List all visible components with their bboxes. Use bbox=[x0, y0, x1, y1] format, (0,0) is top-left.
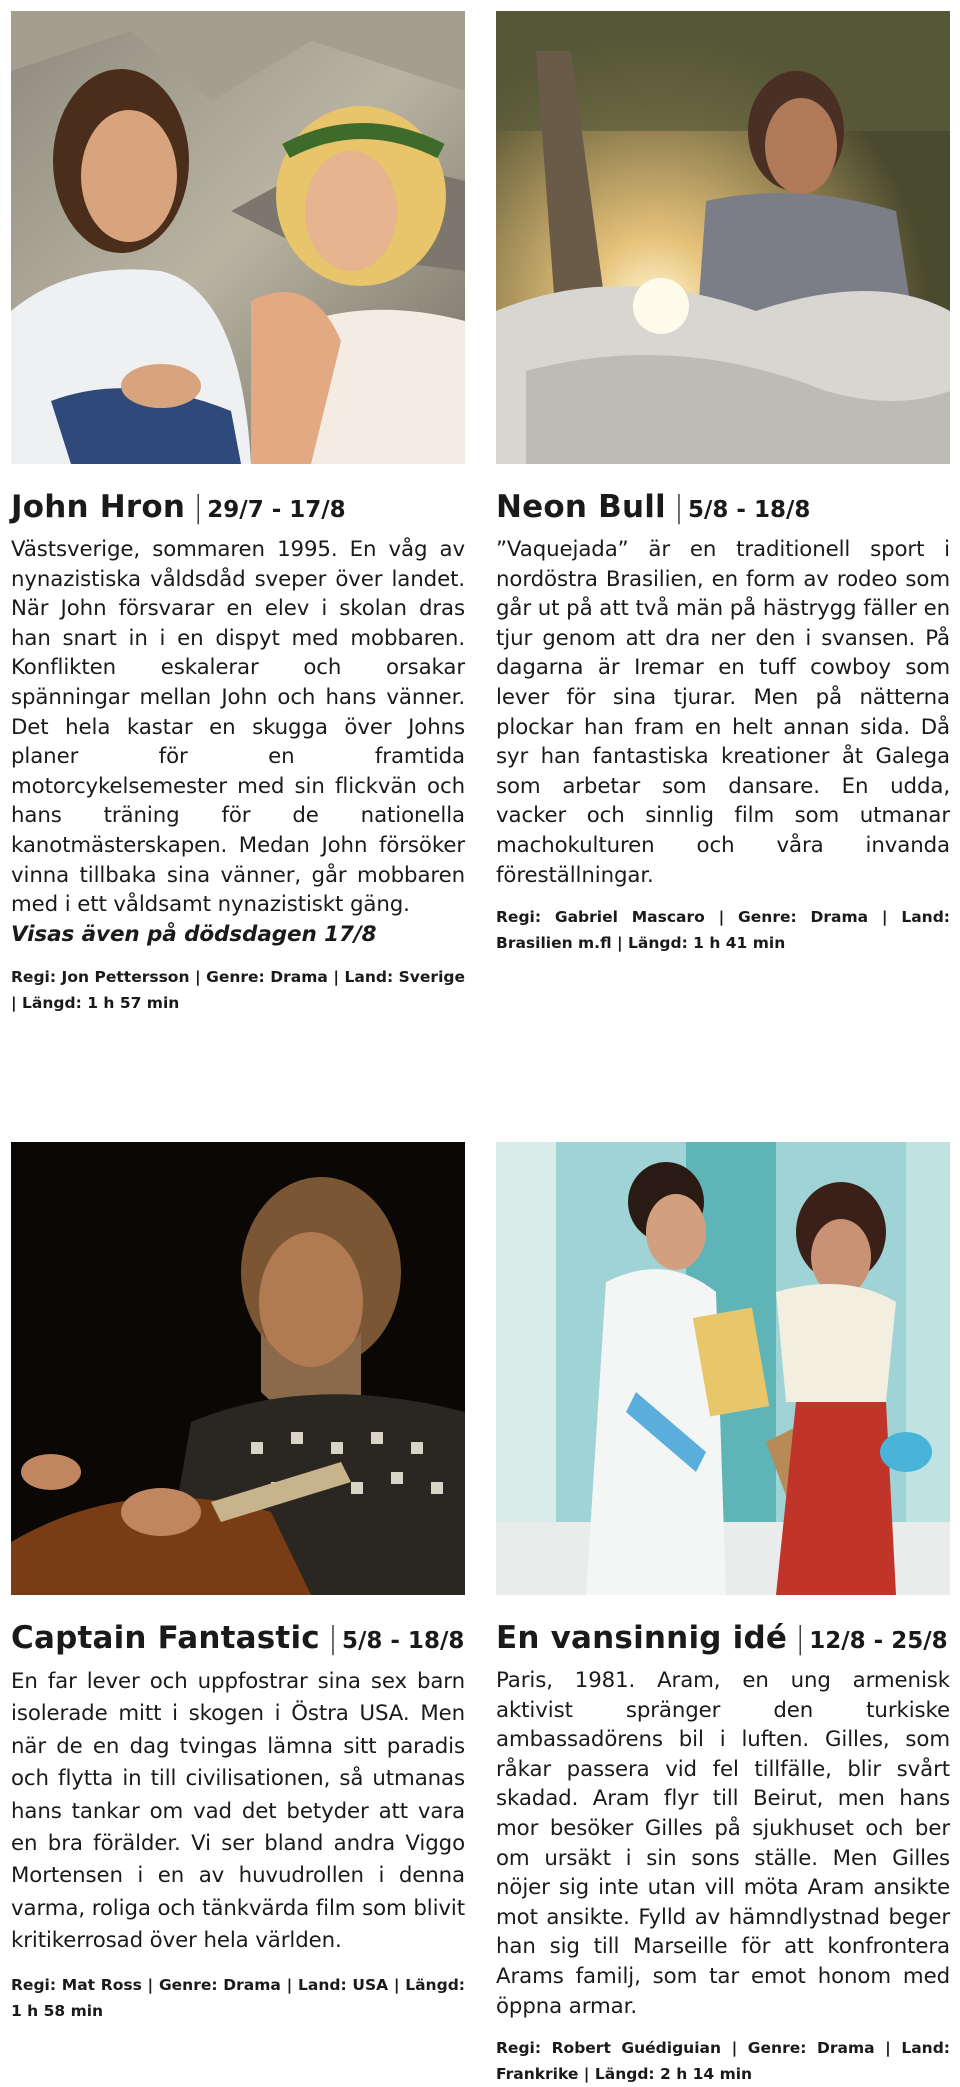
title-separator: | bbox=[193, 490, 204, 525]
film-heading bbox=[496, 489, 950, 525]
film-card-john-hron bbox=[11, 11, 465, 1016]
title-separator: | bbox=[673, 490, 684, 525]
film-description: Västsverige, sommaren 1995. En våg av nynazistiska våldsdåd sveper över landet. När John försvarar en elev i skolan dras han snart in i en dispyt med mobbaren. Konflikten eskalerar och orsakar spänningar mellan John och hans vänner. Det hela kastar en skugga över Johns planer för en framtida motorcykelsemester med sin flickvän och hans träning för de nationella kanotmästerskapen. Medan John försöker vinna tillbaka sina vänner, går mobbaren med i ett våldsamt nynazistiskt gäng. Visas även på dödsdagen 17/8 bbox=[11, 535, 465, 950]
film-title: Captain Fantastic bbox=[11, 1620, 320, 1656]
film-still-en-vansinnig-ide bbox=[496, 1142, 950, 1595]
film-credits: Regi: Gabriel Mascaro | Genre: Drama | Land: Brasilien m.fl | Längd: 1 h 41 min bbox=[496, 908, 950, 953]
film-still-neon-bull bbox=[496, 11, 950, 464]
film-title: Neon Bull bbox=[496, 489, 666, 525]
film-credits: Regi: Robert Guédiguian | Genre: Drama | Land: Frankrike | Längd: 2 h 14 min bbox=[496, 2039, 950, 2084]
title-separator: | bbox=[795, 1621, 806, 1656]
film-still-captain-fantastic bbox=[11, 1142, 465, 1595]
film-dates: 12/8 - 25/8 bbox=[809, 1628, 948, 1654]
film-credits: Regi: Jon Pettersson | Genre: Drama | Land: Sverige | Längd: 1 h 57 min bbox=[11, 967, 465, 1012]
film-description: En far lever och uppfostrar sina sex barn isolerade mitt i skogen i Östra USA. Men när de en dag tvingas lämna sitt paradis och flytta in till civilisationen, så utmanas hans tankar om vad det betyder att vara en bra förälder. Vi ser bland andra Viggo Mortensen i en av huvudrollen i denna varma, roliga och tänkvärda film som blivit kritikerrosad över hela världen. bbox=[11, 1669, 465, 1954]
film-dates: 5/8 - 18/8 bbox=[341, 1628, 465, 1654]
film-credits: Regi: Mat Ross | Genre: Drama | Land: USA | Längd: 1 h 58 min bbox=[11, 1975, 465, 2020]
film-heading bbox=[11, 489, 465, 525]
film-card-neon-bull bbox=[496, 11, 950, 956]
film-card-en-vansinnig-ide bbox=[496, 1142, 950, 2087]
film-heading bbox=[496, 1620, 950, 1656]
title-separator: | bbox=[327, 1621, 338, 1656]
film-description: Paris, 1981. Aram, en ung armenisk aktivist spränger den turkiske ambassadörens bil i luften. Gilles, som råkar passera vid fel tillfälle, blir svårt skadad. Aram flyr till Beirut, men hans mor besöker Gilles på sjukhuset och ber om ursäkt i sin sons ställe. Men Gilles nöjer sig inte utan vill möta Aram ansikte mot ansikte. Fylld av hämndlystnad beger han sig till Marseille för att konfrontera Arams familj, som tar emot honom med öppna armar. bbox=[496, 1668, 950, 2019]
film-title: En vansinnig idé bbox=[496, 1620, 788, 1656]
film-still-john-hron bbox=[11, 11, 465, 464]
screening-note: Visas även på dödsdagen 17/8 bbox=[11, 921, 377, 947]
film-title: John Hron bbox=[11, 489, 186, 525]
film-dates: 29/7 - 17/8 bbox=[207, 497, 346, 523]
film-description: ”Vaquejada” är en traditionell sport i nordöstra Brasilien, en form av rodeo som går ut på att två män på hästrygg fäller en tjur genom att dra ner den i svansen. På dagarna är Iremar en tuff cowboy som lever för sina tjurar. Men på nätterna plockar han fram en helt annan sida. Då syr han fantastiska kreationer åt Galega som arbetar som dansare. En udda, vacker och sinnlig film som utmanar machokulturen och våra invanda föreställningar. bbox=[496, 537, 950, 888]
film-heading bbox=[11, 1620, 465, 1656]
film-dates: 5/8 - 18/8 bbox=[688, 497, 811, 523]
film-card-captain-fantastic bbox=[11, 1142, 465, 2024]
